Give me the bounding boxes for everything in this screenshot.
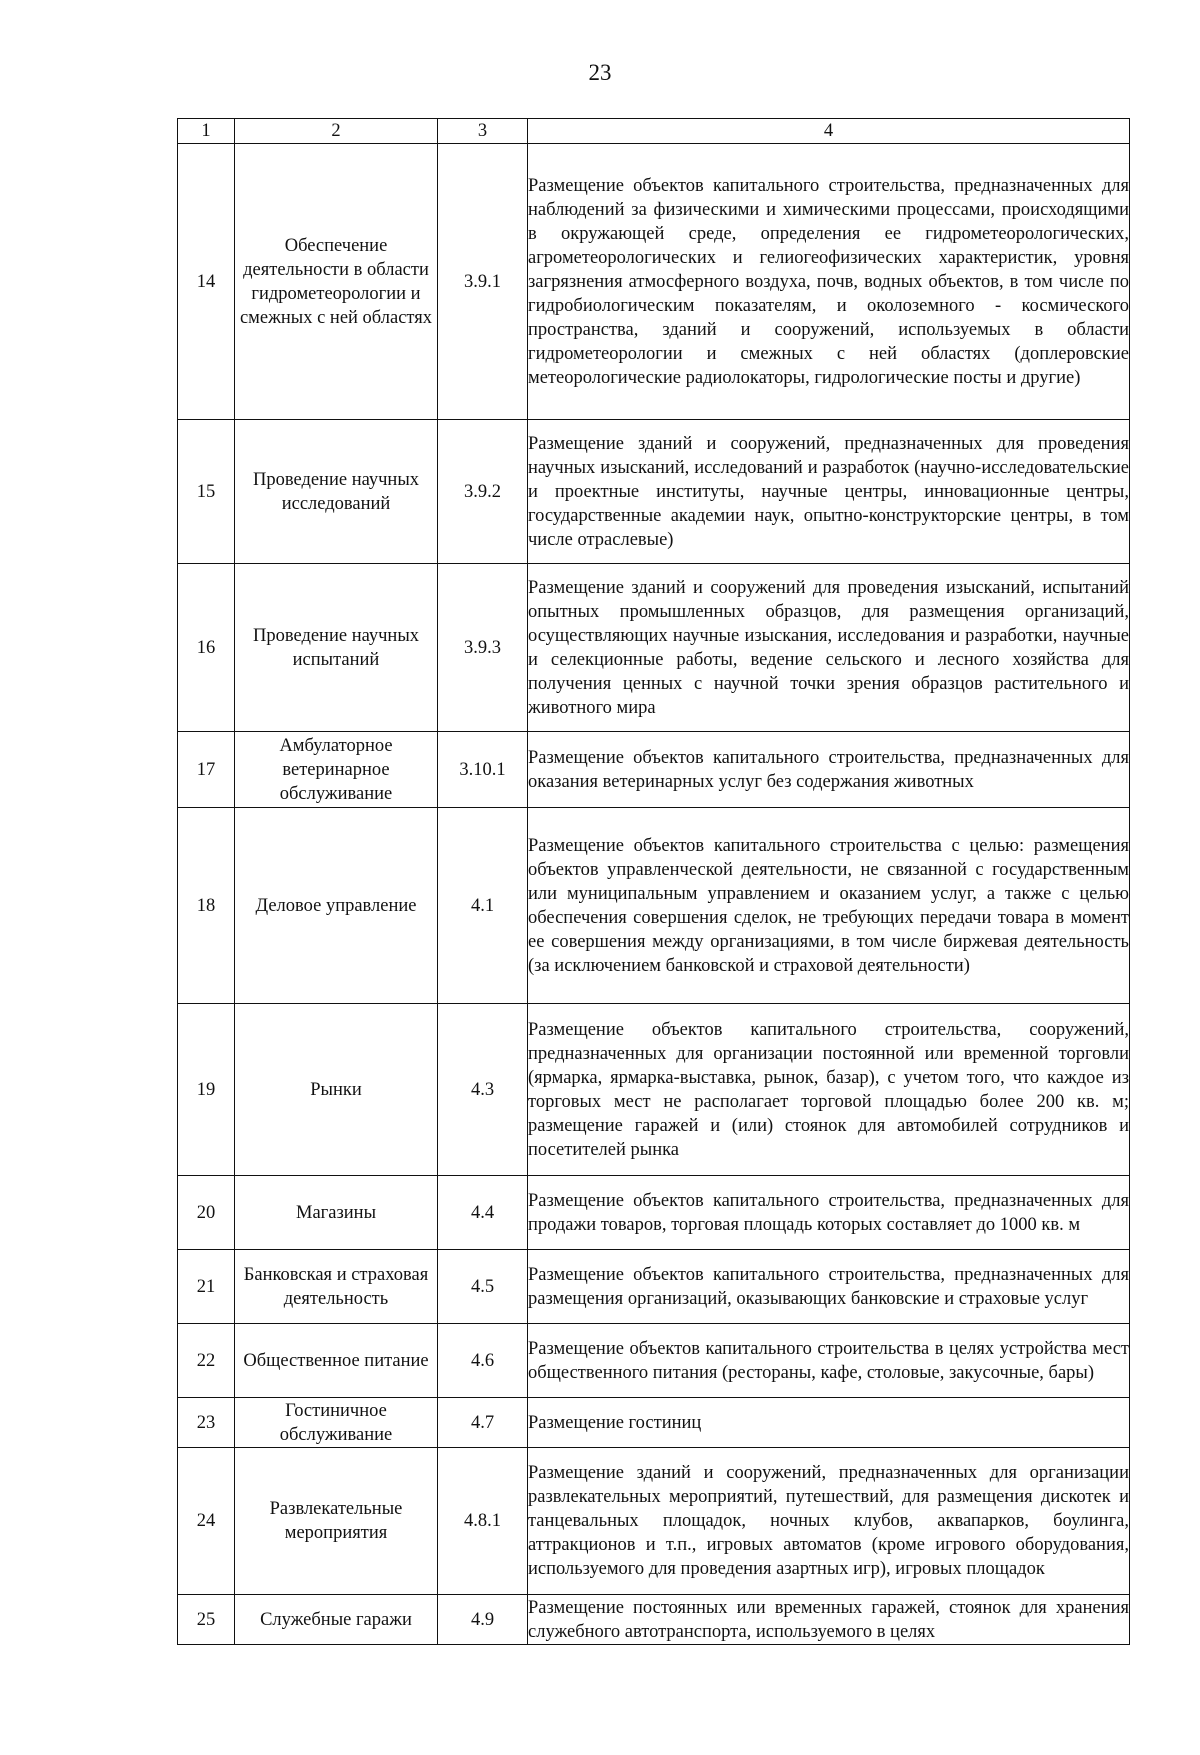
row-name: Магазины: [235, 1176, 438, 1250]
row-code: 3.10.1: [438, 732, 528, 808]
row-description: Размещение постоянных или временных гаражей, стоянок для хранения служебного автотранспорта, используемого в целях: [528, 1595, 1130, 1645]
row-description: Размещение зданий и сооружений, предназначенных для проведения научных изысканий, исследований и разработок (научно-исследовательские и проектные институты, научные центры, инновационные центры, государственные академии наук, опытно-конструкторские центры, в том числе отраслевые): [528, 420, 1130, 564]
row-number: 22: [178, 1324, 235, 1398]
table-row: [178, 420, 1130, 564]
row-description: Размещение зданий и сооружений, предназначенных для организации развлекательных мероприятий, путешествий, для размещения дискотек и танцевальных площадок, ночных клубов, аквапарков, боулинга, аттракционов и т.п., игровых автоматов (кроме игрового оборудования, используемого для проведения азартных игр), игровых площадок: [528, 1448, 1130, 1595]
row-name: Проведение научных исследований: [235, 420, 438, 564]
row-description: Размещение объектов капитального строительства в целях устройства мест общественного питания (рестораны, кафе, столовые, закусочные, бары): [528, 1324, 1130, 1398]
row-name: Обеспечение деятельности в области гидрометеорологии и смежных с ней областях: [235, 144, 438, 420]
header-col-3: 3: [438, 119, 528, 144]
row-number: 18: [178, 808, 235, 1004]
row-code: 3.9.2: [438, 420, 528, 564]
table-row: [178, 1398, 1130, 1448]
row-number: 20: [178, 1176, 235, 1250]
row-code: 3.9.3: [438, 564, 528, 732]
row-number: 25: [178, 1595, 235, 1645]
row-description: Размещение объектов капитального строительства с целью: размещения объектов управленческой деятельности, не связанной с государственным или муниципальным управлением и оказанием услуг, а также с целью обеспечения совершения сделок, не требующих передачи товара в момент ее совершения между организациями, в том числе биржевая деятельность (за исключением банковской и страховой деятельности): [528, 808, 1130, 1004]
row-description: Размещение зданий и сооружений для проведения изысканий, испытаний опытных промышленных образцов, для размещения организаций, осуществляющих научные изыскания, исследования и разработки, научные и селекционные работы, ведение сельского и лесного хозяйства для получения ценных с научной точки зрения образцов растительного и животного мира: [528, 564, 1130, 732]
row-code: 4.5: [438, 1250, 528, 1324]
header-col-4: 4: [528, 119, 1130, 144]
row-name: Амбулаторное ветеринарное обслуживание: [235, 732, 438, 808]
row-description: Размещение объектов капитального строительства, сооружений, предназначенных для организации постоянной или временной торговли (ярмарка, ярмарка-выставка, рынок, базар), с учетом того, что каждое из торговых мест не располагает торговой площадью более 200 кв. м; размещение гаражей и (или) стоянок для автомобилей сотрудников и посетителей рынка: [528, 1004, 1130, 1176]
row-description: Размещение объектов капитального строительства, предназначенных для наблюдений за физическими и химическими процессами, происходящими в окружающей среде, определения ее гидрометеорологических, агрометеорологических и гелиогеофизических характеристик, уровня загрязнения атмосферного воздуха, почв, водных объектов, в том числе по гидробиологическим показателям, и околоземного - космического пространства, зданий и сооружений, используемых в области гидрометеорологии и смежных с ней областях (доплеровские метеорологические радиолокаторы, гидрологические посты и другие): [528, 144, 1130, 420]
row-number: 19: [178, 1004, 235, 1176]
row-number: 15: [178, 420, 235, 564]
table-row: [178, 1595, 1130, 1645]
table-row: [178, 732, 1130, 808]
table-row: [178, 1250, 1130, 1324]
row-description: Размещение объектов капитального строительства, предназначенных для оказания ветеринарных услуг без содержания животных: [528, 732, 1130, 808]
row-code: 4.4: [438, 1176, 528, 1250]
row-code: 4.6: [438, 1324, 528, 1398]
table-row: [178, 1176, 1130, 1250]
row-description: Размещение объектов капитального строительства, предназначенных для размещения организаций, оказывающих банковские и страховые услуг: [528, 1250, 1130, 1324]
table-row: [178, 144, 1130, 420]
row-name: Развлекательные мероприятия: [235, 1448, 438, 1595]
land-use-table: [177, 118, 1130, 1645]
row-code: 4.1: [438, 808, 528, 1004]
row-name: Банковская и страховая деятельность: [235, 1250, 438, 1324]
row-number: 17: [178, 732, 235, 808]
row-code: 4.7: [438, 1398, 528, 1448]
header-col-2: 2: [235, 119, 438, 144]
row-name: Общественное питание: [235, 1324, 438, 1398]
row-code: 4.8.1: [438, 1448, 528, 1595]
page-number: 23: [588, 60, 612, 85]
header-row: [178, 119, 1130, 144]
row-code: 4.3: [438, 1004, 528, 1176]
row-number: 16: [178, 564, 235, 732]
row-name: Гостиничное обслуживание: [235, 1398, 438, 1448]
row-description: Размещение объектов капитального строительства, предназначенных для продажи товаров, торговая площадь которых составляет до 1000 кв. м: [528, 1176, 1130, 1250]
header-col-1: 1: [178, 119, 235, 144]
row-name: Рынки: [235, 1004, 438, 1176]
table-row: [178, 1004, 1130, 1176]
table-row: [178, 1448, 1130, 1595]
table-row: [178, 564, 1130, 732]
row-number: 24: [178, 1448, 235, 1595]
table-row: [178, 808, 1130, 1004]
row-name: Деловое управление: [235, 808, 438, 1004]
row-number: 21: [178, 1250, 235, 1324]
table-row: [178, 1324, 1130, 1398]
row-description: Размещение гостиниц: [528, 1398, 1130, 1448]
row-code: 3.9.1: [438, 144, 528, 420]
row-number: 23: [178, 1398, 235, 1448]
row-name: Проведение научных испытаний: [235, 564, 438, 732]
row-code: 4.9: [438, 1595, 528, 1645]
row-number: 14: [178, 144, 235, 420]
row-name: Служебные гаражи: [235, 1595, 438, 1645]
